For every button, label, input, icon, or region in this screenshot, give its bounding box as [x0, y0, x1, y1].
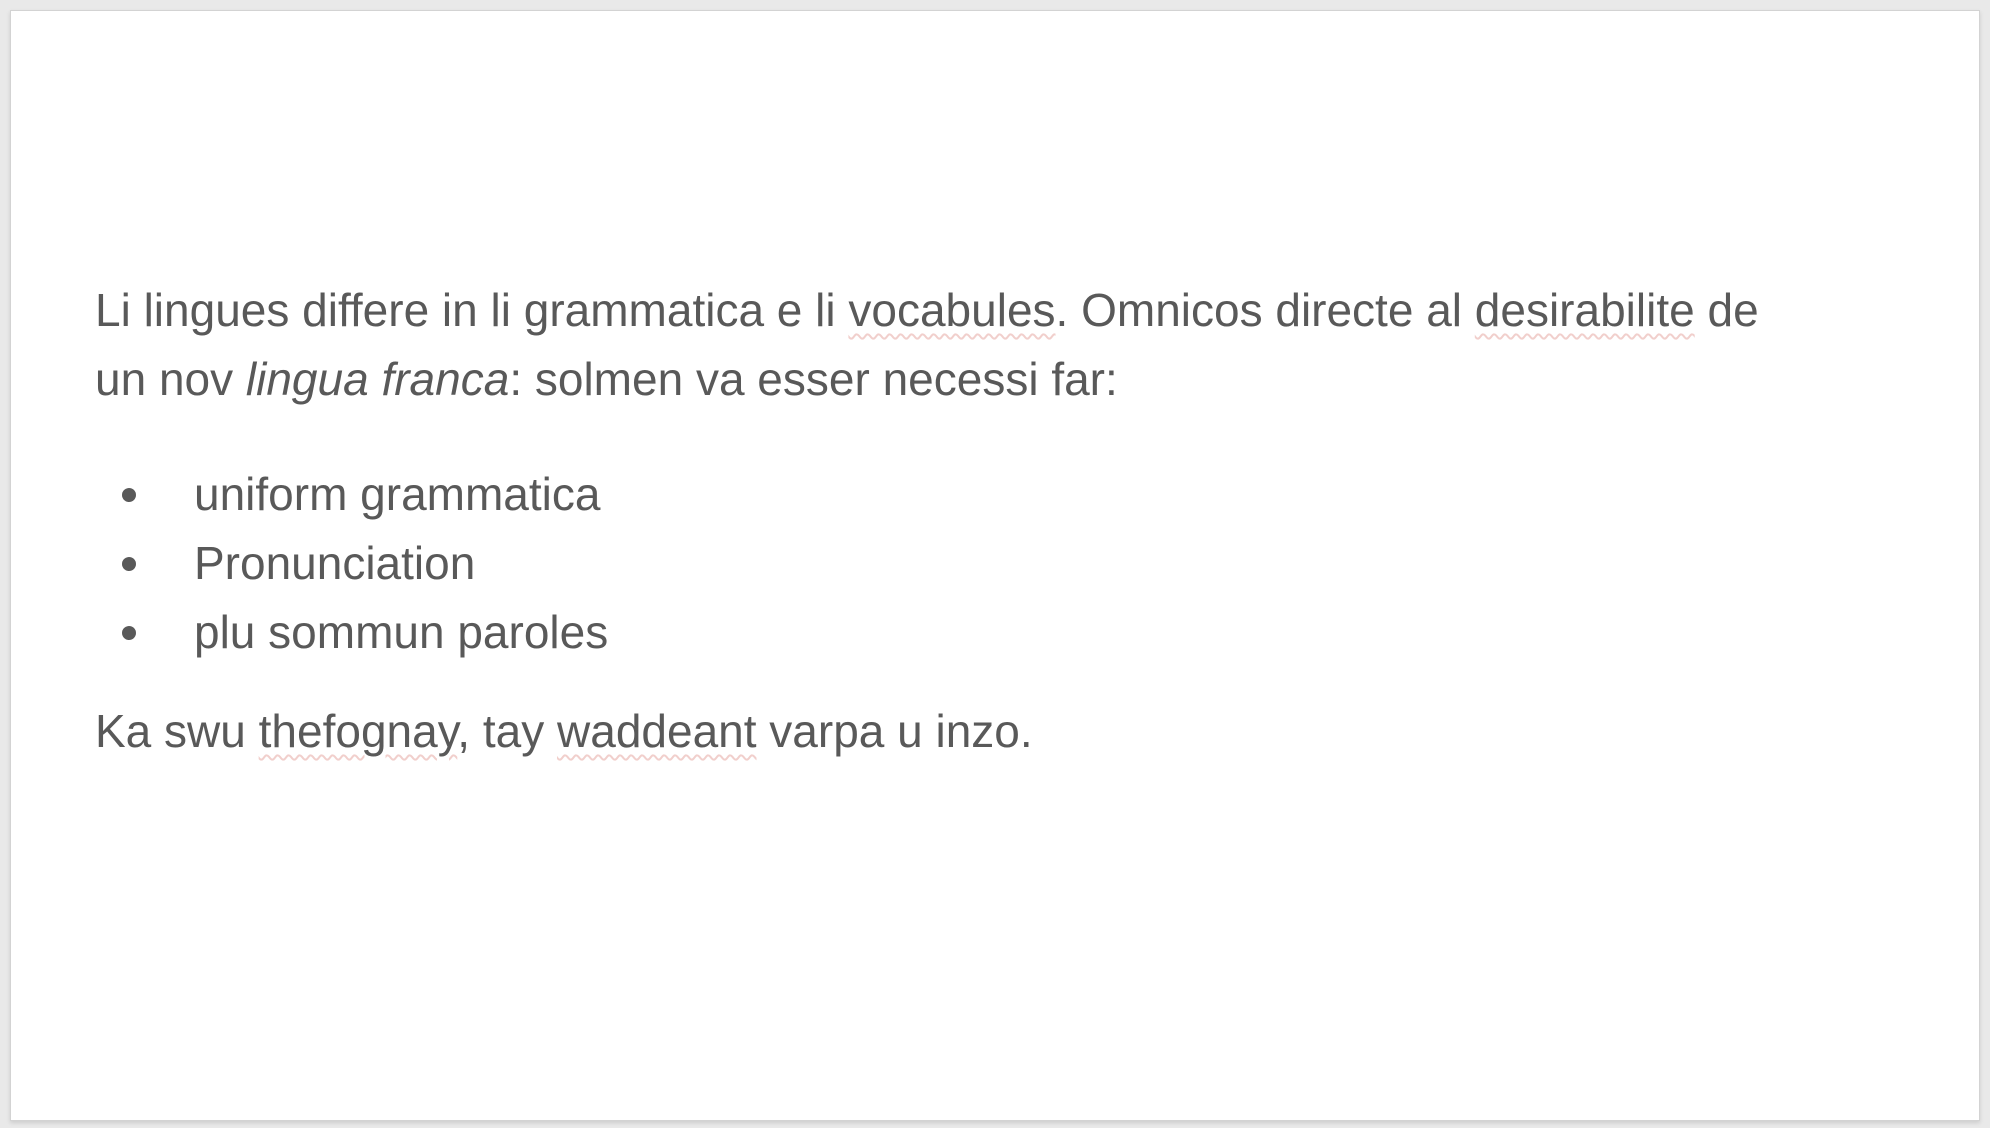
slide	[10, 10, 1980, 1121]
misspelled-word: thefognay	[258, 705, 458, 757]
bullet-icon	[122, 488, 136, 502]
text-line	[95, 345, 1759, 414]
text-segment: , tay	[457, 705, 558, 757]
text-line	[95, 276, 1759, 345]
text-segment: varpa u inzo.	[756, 705, 1033, 757]
bullet-text: Pronunciation	[194, 537, 476, 589]
list-item	[95, 598, 608, 667]
bullet-icon	[122, 626, 136, 640]
text-segment: un nov	[95, 353, 246, 405]
text-segment: de	[1694, 284, 1759, 336]
paragraph-intro	[95, 276, 1759, 414]
bullet-text: plu sommun paroles	[194, 606, 609, 658]
misspelled-word: desirabilite	[1474, 284, 1695, 336]
text-segment: Ka swu	[95, 705, 259, 757]
misspelled-word: waddeant	[557, 705, 757, 757]
body-text-placeholder	[95, 11, 1949, 1120]
bullet-list	[95, 460, 608, 667]
misspelled-word: vocabules	[848, 284, 1056, 336]
text-segment: : solmen va esser necessi far:	[509, 353, 1118, 405]
bullet-text: uniform grammatica	[194, 468, 601, 520]
list-item	[95, 529, 608, 598]
list-item	[95, 460, 608, 529]
text-segment: Li lingues differe in li grammatica e li	[95, 284, 849, 336]
bullet-icon	[122, 557, 136, 571]
text-segment: . Omnicos directe al	[1055, 284, 1475, 336]
italic-phrase: lingua franca	[245, 353, 510, 405]
paragraph-closing	[95, 697, 1033, 766]
